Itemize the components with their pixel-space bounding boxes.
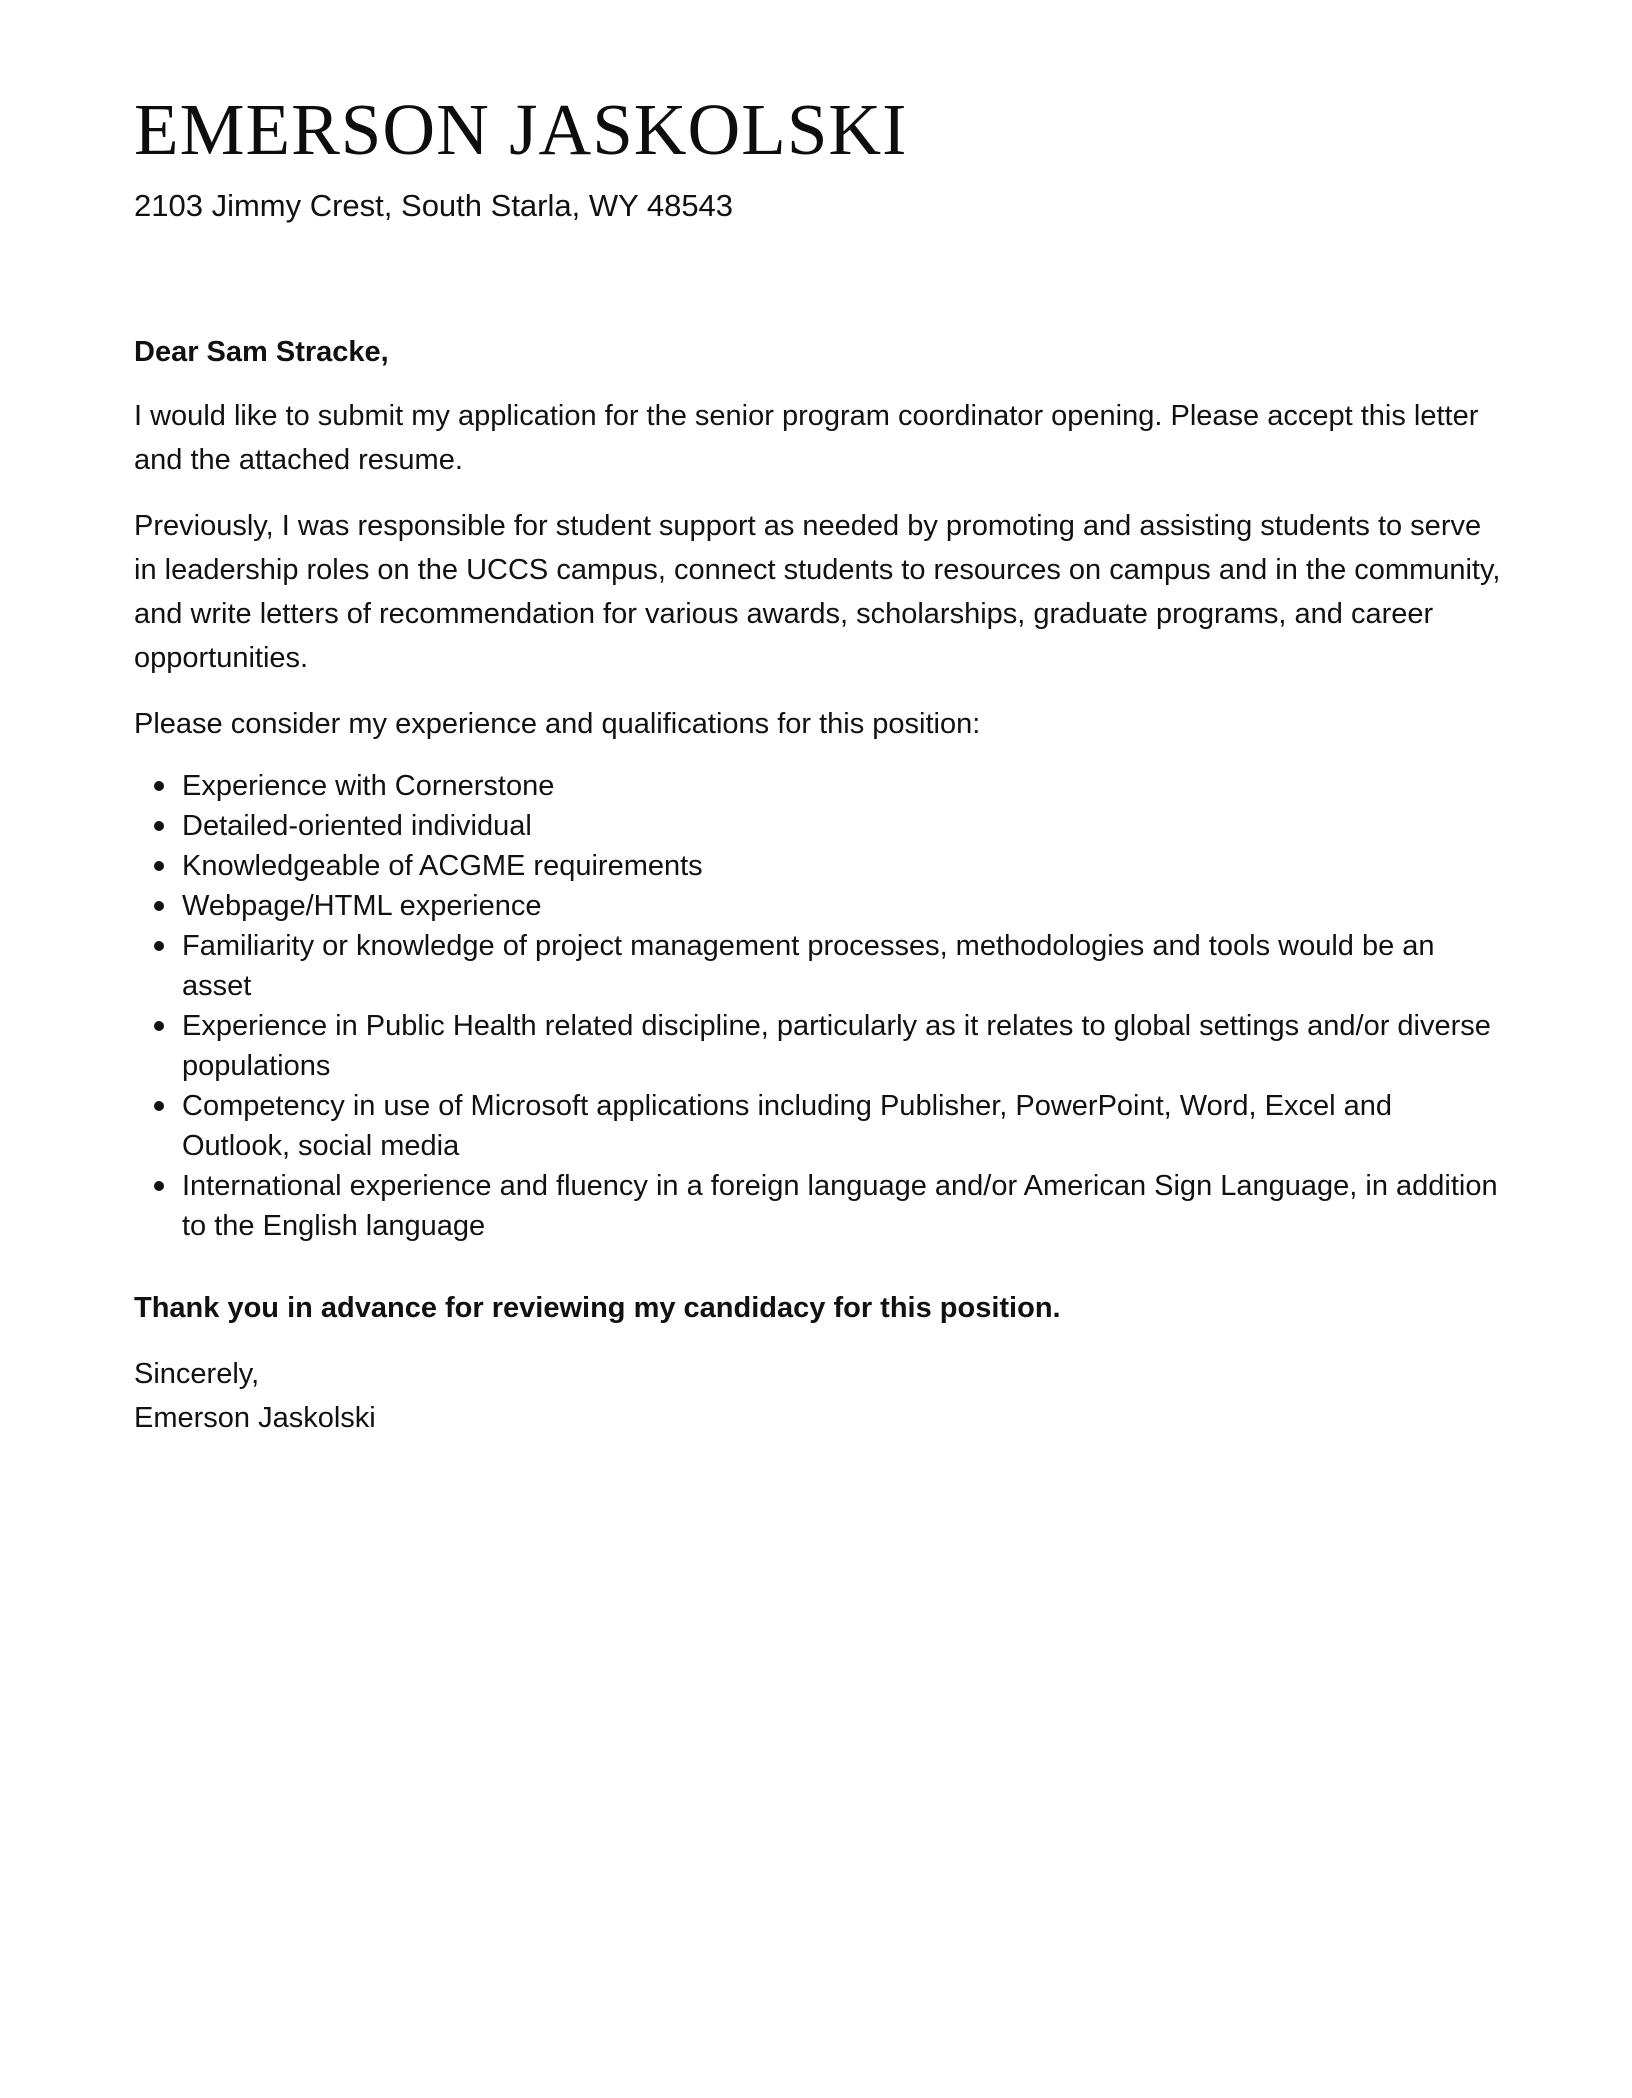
experience-paragraph: Previously, I was responsible for student support as needed by promoting and assisting students to serve in leadership roles on the UCCS campus, connect students to resources on campus and in the community, and write letters of recommendation for various awards, scholarships, graduate programs, and career opportunities. — [134, 510, 1501, 674]
qualification-text: Detailed-oriented individual — [182, 810, 532, 842]
signoff-text: Sincerely, — [134, 1358, 260, 1390]
signoff-block — [134, 1352, 1504, 1440]
list-item — [134, 806, 1504, 846]
qualification-text: Familiarity or knowledge of project management processes, methodologies and tools would be an asset — [182, 930, 1435, 1002]
list-item — [134, 926, 1504, 1006]
list-item — [134, 886, 1504, 926]
qualification-text: Competency in use of Microsoft applications including Publisher, PowerPoint, Word, Excel and Outlook, social media — [182, 1090, 1393, 1162]
list-item — [134, 766, 1504, 806]
bullet-icon — [154, 861, 164, 871]
salutation: Dear Sam Stracke, — [134, 336, 389, 368]
bullet-icon — [154, 1181, 164, 1191]
list-item — [134, 1166, 1504, 1246]
applicant-name: EMERSON JASKOLSKI — [134, 89, 908, 170]
qualifications-list — [134, 766, 1504, 1246]
list-item — [134, 846, 1504, 886]
qualification-text: Experience in Public Health related discipline, particularly as it relates to global settings and/or diverse populations — [182, 1010, 1491, 1082]
signature-name: Emerson Jaskolski — [134, 1402, 376, 1434]
intro-paragraph: I would like to submit my application for the senior program coordinator opening. Please accept this letter and the attached resume. — [134, 400, 1479, 476]
qualification-text: International experience and fluency in a foreign language and/or American Sign Language, in addition to the English language — [182, 1170, 1498, 1242]
bullet-icon — [154, 781, 164, 791]
qualification-text: Knowledgeable of ACGME requirements — [182, 850, 703, 882]
bullet-icon — [154, 1021, 164, 1031]
list-item — [134, 1006, 1504, 1086]
cover-letter-page — [134, 84, 1504, 1440]
closing-line: Thank you in advance for reviewing my candidacy for this position. — [134, 1292, 1061, 1324]
list-item — [134, 1086, 1504, 1166]
applicant-address: 2103 Jimmy Crest, South Starla, WY 48543 — [134, 188, 734, 223]
qualification-text: Experience with Cornerstone — [182, 770, 555, 802]
bullet-icon — [154, 1101, 164, 1111]
qualifications-intro: Please consider my experience and qualifications for this position: — [134, 708, 981, 740]
bullet-icon — [154, 821, 164, 831]
qualification-text: Webpage/HTML experience — [182, 890, 542, 922]
bullet-icon — [154, 901, 164, 911]
bullet-icon — [154, 941, 164, 951]
